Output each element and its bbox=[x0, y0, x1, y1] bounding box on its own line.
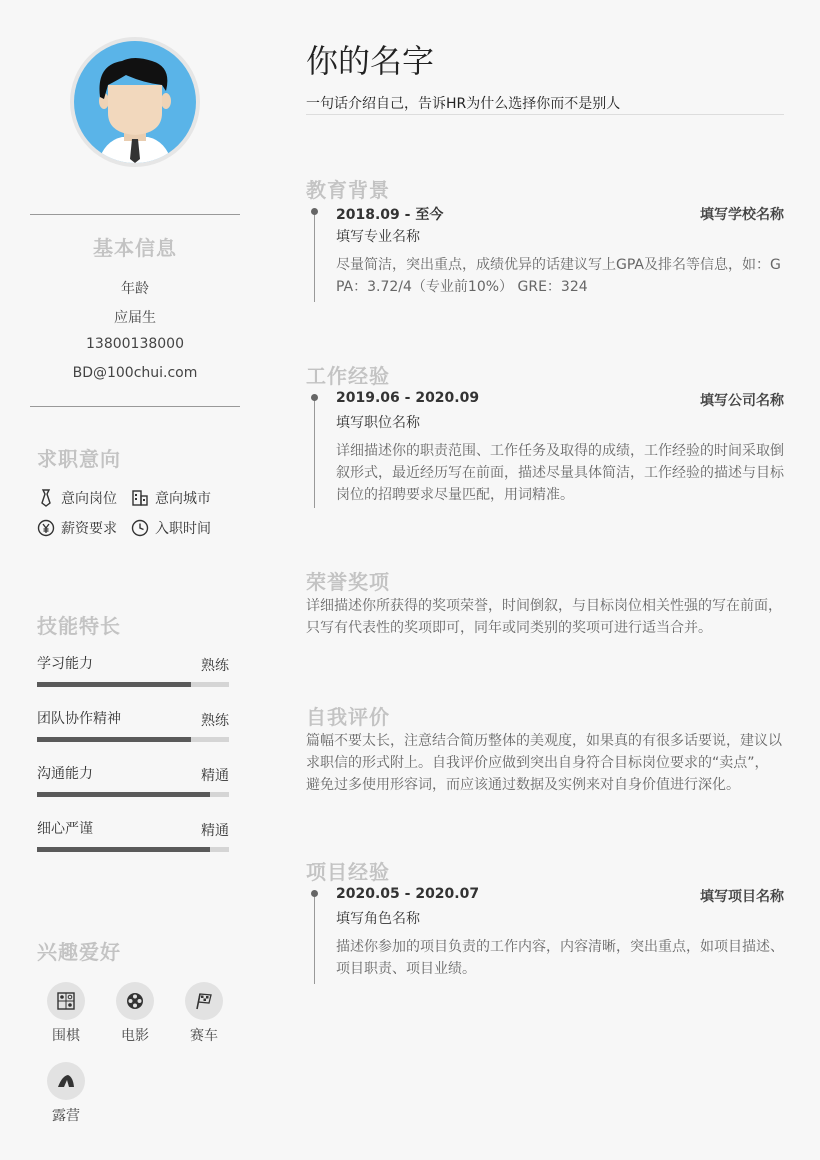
desc-line: 详细描述你的职责范围、工作任务及取得的成绩，工作经验的时间采取倒 bbox=[336, 443, 784, 459]
sidebar-divider bbox=[30, 214, 240, 215]
intent-label: 意向岗位 bbox=[61, 491, 117, 507]
projects-title: 项目经验 bbox=[306, 860, 390, 884]
work-desc bbox=[336, 440, 786, 506]
skill-bar bbox=[37, 847, 229, 852]
hobby-label: 露营 bbox=[52, 1108, 80, 1124]
skill-name: 学习能力 bbox=[37, 656, 93, 672]
project-role: 填写角色名称 bbox=[336, 911, 420, 927]
skill-name: 细心严谨 bbox=[37, 821, 93, 837]
intent-label: 薪资要求 bbox=[61, 521, 117, 537]
hobby-icon-wrap bbox=[47, 1062, 85, 1100]
desc-line: PA：3.72/4（专业前10%） GRE：324 bbox=[336, 279, 588, 295]
intent-position bbox=[37, 488, 117, 508]
skill-level: 熟练 bbox=[201, 713, 229, 729]
racing-flag-icon bbox=[194, 991, 214, 1011]
basic-info-age: 年龄 bbox=[121, 281, 149, 297]
hobby-camping bbox=[41, 1062, 91, 1125]
desc-line: 尽量简洁，突出重点，成绩优异的话建议写上GPA及排名等信息，如：G bbox=[336, 257, 781, 273]
skill-name: 沟通能力 bbox=[37, 766, 93, 782]
desc-line: 避免过多使用形容词，而应该通过数据及实例来对自身价值进行深化。 bbox=[306, 777, 740, 793]
skill-level: 精通 bbox=[201, 823, 229, 839]
timeline-dot bbox=[311, 890, 318, 897]
skill-name: 团队协作精神 bbox=[37, 711, 121, 727]
hobby-racing bbox=[179, 982, 229, 1045]
project-name: 填写项目名称 bbox=[700, 889, 784, 905]
hobby-icon-wrap bbox=[185, 982, 223, 1020]
project-desc bbox=[336, 936, 786, 980]
work-position: 填写职位名称 bbox=[336, 415, 420, 431]
desc-line: 描述你参加的项目负责的工作内容，内容清晰，突出重点，如项目描述、 bbox=[336, 939, 784, 955]
desc-line: 篇幅不要太长，注意结合简历整体的美观度，如果真的有很多话要说，建议以 bbox=[306, 733, 782, 749]
avatar bbox=[70, 37, 200, 167]
building-icon bbox=[131, 489, 149, 507]
film-reel-icon bbox=[125, 991, 145, 1011]
timeline-dot bbox=[311, 208, 318, 215]
skill-bar bbox=[37, 682, 229, 687]
job-intent-title: 求职意向 bbox=[37, 447, 121, 471]
sidebar bbox=[0, 0, 270, 1160]
resume-tagline: 一句话介绍自己，告诉HR为什么选择你而不是别人 bbox=[306, 96, 621, 112]
clock-icon bbox=[131, 519, 149, 537]
education-title: 教育背景 bbox=[306, 178, 390, 202]
hobby-label: 赛车 bbox=[190, 1028, 218, 1044]
education-desc bbox=[336, 254, 786, 298]
sidebar-divider bbox=[30, 406, 240, 407]
timeline-dot bbox=[311, 394, 318, 401]
tie-icon bbox=[37, 489, 55, 507]
desc-line: 只写有代表性的奖项即可，同年或同类别的奖项可进行适当合并。 bbox=[306, 620, 712, 636]
basic-info-status: 应届生 bbox=[114, 310, 156, 326]
skill-level: 精通 bbox=[201, 768, 229, 784]
intent-salary bbox=[37, 518, 117, 538]
tent-icon bbox=[56, 1071, 76, 1091]
desc-line: 求职信的形式附上。自我评价应做到突出自身符合目标岗位要求的“卖点”， bbox=[306, 755, 769, 771]
avatar-illustration bbox=[74, 41, 196, 163]
skill-bar bbox=[37, 737, 229, 742]
work-company: 填写公司名称 bbox=[700, 393, 784, 409]
skill-bar bbox=[37, 792, 229, 797]
basic-info-title: 基本信息 bbox=[93, 236, 177, 260]
education-major: 填写专业名称 bbox=[336, 229, 420, 245]
desc-line: 项目职责、项目业绩。 bbox=[336, 961, 476, 977]
self-eval-title: 自我评价 bbox=[306, 705, 390, 729]
hobby-icon-wrap bbox=[116, 982, 154, 1020]
intent-label: 入职时间 bbox=[155, 521, 211, 537]
education-school: 填写学校名称 bbox=[700, 207, 784, 223]
basic-info-phone: 13800138000 bbox=[86, 336, 184, 352]
skills-title: 技能特长 bbox=[37, 614, 121, 638]
hobby-go bbox=[41, 982, 91, 1045]
desc-line: 岗位的招聘要求尽量匹配，用词精准。 bbox=[336, 487, 574, 503]
skill-bar-fill bbox=[37, 682, 191, 687]
yen-icon bbox=[37, 519, 55, 537]
self-eval-desc bbox=[306, 730, 786, 796]
hobby-film bbox=[110, 982, 160, 1045]
timeline-line bbox=[314, 892, 315, 984]
awards-title: 荣誉奖项 bbox=[306, 570, 390, 594]
project-date: 2020.05 - 2020.07 bbox=[336, 886, 480, 902]
work-date: 2019.06 - 2020.09 bbox=[336, 390, 480, 406]
resume-name: 你的名字 bbox=[306, 42, 435, 80]
skill-bar-fill bbox=[37, 792, 210, 797]
intent-city bbox=[131, 488, 211, 508]
hobby-icon-wrap bbox=[47, 982, 85, 1020]
intent-label: 意向城市 bbox=[155, 491, 211, 507]
go-board-icon bbox=[56, 991, 76, 1011]
skill-level: 熟练 bbox=[201, 658, 229, 674]
hobby-label: 围棋 bbox=[52, 1028, 80, 1044]
education-date: 2018.09 - 至今 bbox=[336, 207, 444, 223]
desc-line: 叙形式，最近经历写在前面，描述尽量具体简洁，工作经验的描述与目标 bbox=[336, 465, 784, 481]
hobbies-title: 兴趣爱好 bbox=[37, 940, 121, 964]
skill-bar-fill bbox=[37, 847, 210, 852]
desc-line: 详细描述你所获得的奖项荣誉，时间倒叙，与目标岗位相关性强的写在前面， bbox=[306, 598, 782, 614]
header-divider bbox=[306, 114, 784, 115]
timeline-line bbox=[314, 210, 315, 302]
basic-info-email: BD@100chui.com bbox=[72, 365, 198, 381]
awards-desc bbox=[306, 595, 786, 639]
work-title: 工作经验 bbox=[306, 364, 390, 388]
timeline-line bbox=[314, 396, 315, 508]
hobby-label: 电影 bbox=[121, 1028, 149, 1044]
skill-bar-fill bbox=[37, 737, 191, 742]
intent-start-time bbox=[131, 518, 211, 538]
